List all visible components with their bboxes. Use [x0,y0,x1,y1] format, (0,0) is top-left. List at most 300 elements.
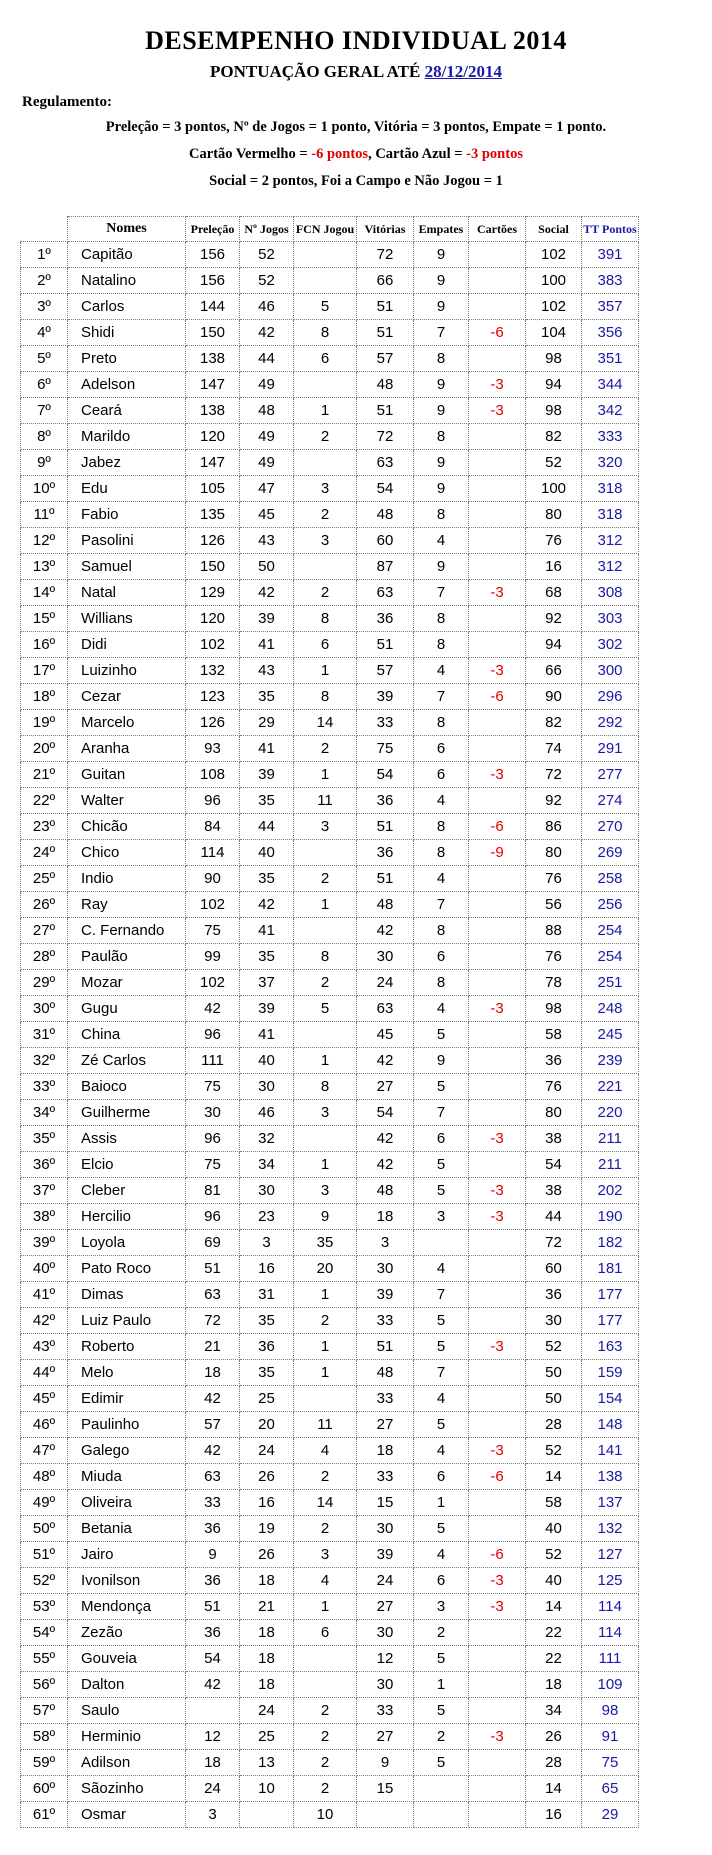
rank-cell: 59º [21,1750,68,1776]
fcn-jogou-cell: 1 [294,1282,357,1308]
social-cell: 88 [526,918,582,944]
vitorias-cell: 39 [357,1542,414,1568]
total-points-cell: 109 [582,1672,639,1698]
cartoes-cell: -3 [469,1334,526,1360]
social-cell: 80 [526,502,582,528]
total-points-cell: 163 [582,1334,639,1360]
rank-cell: 44º [21,1360,68,1386]
table-row [21,788,639,814]
social-cell: 68 [526,580,582,606]
rules-blue-card-label: , Cartão Azul = [368,146,467,162]
jogos-cell: 44 [240,814,294,840]
fcn-jogou-cell: 6 [294,632,357,658]
fcn-jogou-cell: 10 [294,1802,357,1828]
empates-cell: 7 [414,1100,469,1126]
empates-cell: 9 [414,372,469,398]
prelecao-cell: 147 [186,450,240,476]
total-points-cell: 333 [582,424,639,450]
social-cell: 28 [526,1412,582,1438]
table-row [21,1386,639,1412]
player-name-cell: Oliveira [68,1490,186,1516]
cartoes-cell [469,944,526,970]
table-row [21,814,639,840]
table-row [21,476,639,502]
player-name-cell: Roberto [68,1334,186,1360]
empates-cell: 8 [414,970,469,996]
total-points-cell: 245 [582,1022,639,1048]
player-name-cell: Edimir [68,1386,186,1412]
jogos-cell: 34 [240,1152,294,1178]
vitorias-cell: 51 [357,294,414,320]
prelecao-cell: 30 [186,1100,240,1126]
vitorias-cell: 36 [357,606,414,632]
vitorias-cell: 54 [357,476,414,502]
jogos-cell: 46 [240,294,294,320]
rank-cell: 25º [21,866,68,892]
table-row [21,1490,639,1516]
subtitle-date-link[interactable]: 28/12/2014 [424,62,503,81]
cartoes-cell [469,1412,526,1438]
rank-cell: 34º [21,1100,68,1126]
total-points-cell: 127 [582,1542,639,1568]
fcn-jogou-cell: 2 [294,1516,357,1542]
jogos-cell: 50 [240,554,294,580]
total-points-cell: 114 [582,1594,639,1620]
cartoes-cell [469,1100,526,1126]
table-row [21,242,639,268]
social-cell: 78 [526,970,582,996]
empates-cell: 9 [414,242,469,268]
cartoes-cell: -3 [469,658,526,684]
vitorias-cell: 33 [357,1698,414,1724]
cartoes-cell: -6 [469,684,526,710]
vitorias-cell: 27 [357,1724,414,1750]
total-points-cell: 251 [582,970,639,996]
fcn-jogou-cell [294,918,357,944]
vitorias-cell: 48 [357,372,414,398]
cartoes-cell [469,1308,526,1334]
jogos-cell: 49 [240,424,294,450]
rank-cell: 32º [21,1048,68,1074]
vitorias-cell: 39 [357,1282,414,1308]
prelecao-cell: 132 [186,658,240,684]
jogos-cell: 41 [240,736,294,762]
social-cell: 22 [526,1620,582,1646]
total-points-cell: 91 [582,1724,639,1750]
rank-cell: 26º [21,892,68,918]
total-points-cell: 239 [582,1048,639,1074]
player-name-cell: Cleber [68,1178,186,1204]
cartoes-cell [469,892,526,918]
social-cell: 72 [526,762,582,788]
empates-cell: 4 [414,658,469,684]
fcn-jogou-cell: 2 [294,866,357,892]
total-points-cell: 29 [582,1802,639,1828]
rank-cell: 41º [21,1282,68,1308]
vitorias-cell: 30 [357,1620,414,1646]
rank-cell: 8º [21,424,68,450]
total-points-cell: 181 [582,1256,639,1282]
player-name-cell: Betania [68,1516,186,1542]
total-points-cell: 318 [582,502,639,528]
empates-cell: 7 [414,892,469,918]
prelecao-cell: 51 [186,1256,240,1282]
prelecao-cell: 114 [186,840,240,866]
rank-cell: 60º [21,1776,68,1802]
jogos-cell: 52 [240,242,294,268]
rank-cell: 50º [21,1516,68,1542]
jogos-cell: 25 [240,1724,294,1750]
social-cell: 94 [526,632,582,658]
rank-cell: 29º [21,970,68,996]
prelecao-cell: 144 [186,294,240,320]
jogos-cell: 3 [240,1230,294,1256]
total-points-cell: 248 [582,996,639,1022]
jogos-cell: 35 [240,866,294,892]
prelecao-cell: 111 [186,1048,240,1074]
prelecao-cell: 93 [186,736,240,762]
prelecao-cell: 96 [186,1022,240,1048]
cartoes-cell [469,1776,526,1802]
total-points-cell: 182 [582,1230,639,1256]
empates-cell: 5 [414,1516,469,1542]
rank-cell: 24º [21,840,68,866]
jogos-cell: 35 [240,788,294,814]
empates-cell: 5 [414,1646,469,1672]
cartoes-cell [469,788,526,814]
player-name-cell: Pasolini [68,528,186,554]
total-points-cell: 292 [582,710,639,736]
rank-cell: 10º [21,476,68,502]
fcn-jogou-cell: 3 [294,528,357,554]
vitorias-cell: 51 [357,398,414,424]
social-cell: 98 [526,996,582,1022]
cartoes-cell [469,294,526,320]
fcn-jogou-cell: 11 [294,1412,357,1438]
jogos-cell: 18 [240,1568,294,1594]
fcn-jogou-cell: 2 [294,736,357,762]
jogos-cell: 43 [240,528,294,554]
player-name-cell: Luiz Paulo [68,1308,186,1334]
social-cell: 14 [526,1594,582,1620]
social-cell: 92 [526,606,582,632]
rules-blue-card-points: -3 pontos [466,146,523,162]
table-row [21,294,639,320]
cartoes-cell [469,1230,526,1256]
rank-cell: 33º [21,1074,68,1100]
table-row [21,372,639,398]
social-cell: 50 [526,1386,582,1412]
jogos-cell: 13 [240,1750,294,1776]
empates-cell: 7 [414,580,469,606]
empates-cell: 5 [414,1698,469,1724]
prelecao-cell: 42 [186,1672,240,1698]
table-row [21,1048,639,1074]
fcn-jogou-cell: 2 [294,424,357,450]
prelecao-cell: 126 [186,528,240,554]
prelecao-cell: 12 [186,1724,240,1750]
fcn-jogou-cell: 11 [294,788,357,814]
table-row [21,1724,639,1750]
social-cell: 72 [526,1230,582,1256]
jogos-cell: 37 [240,970,294,996]
cartoes-cell [469,1152,526,1178]
fcn-jogou-cell: 2 [294,1776,357,1802]
vitorias-cell: 42 [357,1152,414,1178]
vitorias-cell: 27 [357,1594,414,1620]
table-row [21,1204,639,1230]
empates-cell: 7 [414,1282,469,1308]
standings-table [20,216,639,1828]
social-cell: 38 [526,1178,582,1204]
total-points-cell: 308 [582,580,639,606]
player-name-cell: Didi [68,632,186,658]
empates-cell: 9 [414,1048,469,1074]
page-subtitle [0,62,712,82]
vitorias-cell: 36 [357,840,414,866]
vitorias-cell: 72 [357,424,414,450]
table-row [21,450,639,476]
fcn-jogou-cell [294,1646,357,1672]
table-row [21,1126,639,1152]
vitorias-cell: 36 [357,788,414,814]
table-row [21,658,639,684]
cartoes-cell: -3 [469,1568,526,1594]
vitorias-cell: 15 [357,1490,414,1516]
cartoes-cell [469,736,526,762]
social-cell: 76 [526,866,582,892]
player-name-cell: Hercilio [68,1204,186,1230]
fcn-jogou-cell: 1 [294,658,357,684]
player-name-cell: Samuel [68,554,186,580]
vitorias-cell: 27 [357,1074,414,1100]
social-cell: 36 [526,1282,582,1308]
table-row [21,1308,639,1334]
table-row [21,762,639,788]
jogos-cell: 48 [240,398,294,424]
player-name-cell: Ivonilson [68,1568,186,1594]
total-points-cell: 114 [582,1620,639,1646]
cartoes-cell: -3 [469,372,526,398]
total-points-cell: 211 [582,1152,639,1178]
empates-cell: 7 [414,1360,469,1386]
empates-cell: 4 [414,996,469,1022]
table-row [21,606,639,632]
jogos-cell: 36 [240,1334,294,1360]
total-points-cell: 277 [582,762,639,788]
page-title: DESEMPENHO INDIVIDUAL 2014 [145,26,567,55]
fcn-jogou-cell: 35 [294,1230,357,1256]
cartoes-cell [469,450,526,476]
rank-cell: 39º [21,1230,68,1256]
total-points-cell: 296 [582,684,639,710]
vitorias-cell: 27 [357,1412,414,1438]
cartoes-cell [469,1750,526,1776]
empates-cell [414,1802,469,1828]
cartoes-cell [469,1802,526,1828]
rank-cell: 9º [21,450,68,476]
rank-cell: 35º [21,1126,68,1152]
prelecao-cell: 138 [186,346,240,372]
cartoes-cell: -3 [469,1126,526,1152]
prelecao-cell: 81 [186,1178,240,1204]
social-cell: 16 [526,554,582,580]
vitorias-cell: 33 [357,1464,414,1490]
vitorias-cell: 33 [357,1308,414,1334]
player-name-cell: Elcio [68,1152,186,1178]
fcn-jogou-cell: 2 [294,970,357,996]
cartoes-cell: -6 [469,1542,526,1568]
social-cell: 74 [526,736,582,762]
prelecao-cell: 108 [186,762,240,788]
rank-cell: 6º [21,372,68,398]
player-name-cell: Capitão [68,242,186,268]
cartoes-cell [469,346,526,372]
prelecao-cell: 138 [186,398,240,424]
jogos-cell: 47 [240,476,294,502]
player-name-cell: Zé Carlos [68,1048,186,1074]
fcn-jogou-cell: 8 [294,684,357,710]
vitorias-cell: 33 [357,1386,414,1412]
jogos-cell: 40 [240,1048,294,1074]
social-cell: 38 [526,1126,582,1152]
table-row [21,736,639,762]
vitorias-cell: 72 [357,242,414,268]
social-cell: 14 [526,1776,582,1802]
table-row [21,1776,639,1802]
player-name-cell: Willians [68,606,186,632]
prelecao-cell: 63 [186,1464,240,1490]
jogos-cell: 49 [240,372,294,398]
cartoes-cell [469,710,526,736]
cartoes-cell: -3 [469,1178,526,1204]
vitorias-cell: 24 [357,970,414,996]
fcn-jogou-cell [294,1126,357,1152]
total-points-cell: 137 [582,1490,639,1516]
player-name-cell: Dimas [68,1282,186,1308]
table-row [21,970,639,996]
fcn-jogou-cell: 1 [294,1334,357,1360]
table-row [21,1282,639,1308]
jogos-cell: 46 [240,1100,294,1126]
player-name-cell: Loyola [68,1230,186,1256]
total-points-cell: 312 [582,554,639,580]
fcn-jogou-cell: 3 [294,1542,357,1568]
fcn-jogou-cell: 1 [294,762,357,788]
total-points-cell: 342 [582,398,639,424]
jogos-cell: 16 [240,1490,294,1516]
social-cell: 28 [526,1750,582,1776]
prelecao-cell: 9 [186,1542,240,1568]
fcn-jogou-cell: 1 [294,1048,357,1074]
empates-cell: 4 [414,1386,469,1412]
prelecao-cell: 42 [186,996,240,1022]
total-points-cell: 154 [582,1386,639,1412]
social-cell: 104 [526,320,582,346]
fcn-jogou-cell: 3 [294,1100,357,1126]
vitorias-cell: 39 [357,684,414,710]
jogos-cell: 40 [240,840,294,866]
fcn-jogou-cell: 3 [294,814,357,840]
empates-cell: 6 [414,1464,469,1490]
player-name-cell: Shidi [68,320,186,346]
vitorias-cell: 42 [357,918,414,944]
jogos-cell: 32 [240,1126,294,1152]
fcn-jogou-cell: 1 [294,1152,357,1178]
prelecao-cell: 21 [186,1334,240,1360]
total-points-cell: 138 [582,1464,639,1490]
empates-cell: 8 [414,632,469,658]
prelecao-cell: 90 [186,866,240,892]
rank-cell: 17º [21,658,68,684]
total-points-cell: 202 [582,1178,639,1204]
rank-cell: 12º [21,528,68,554]
vitorias-cell: 51 [357,1334,414,1360]
total-points-cell: 125 [582,1568,639,1594]
fcn-jogou-cell: 9 [294,1204,357,1230]
empates-cell: 4 [414,1542,469,1568]
jogos-cell: 35 [240,1360,294,1386]
cartoes-cell: -6 [469,320,526,346]
player-name-cell: Ray [68,892,186,918]
cartoes-cell [469,242,526,268]
empates-cell: 8 [414,918,469,944]
cartoes-cell [469,1360,526,1386]
total-points-cell: 98 [582,1698,639,1724]
prelecao-cell: 150 [186,554,240,580]
empates-cell: 9 [414,450,469,476]
fcn-jogou-cell [294,1386,357,1412]
social-cell: 18 [526,1672,582,1698]
empates-cell [414,1230,469,1256]
prelecao-cell: 102 [186,892,240,918]
player-name-cell: Baioco [68,1074,186,1100]
cartoes-cell [469,268,526,294]
prelecao-cell: 36 [186,1516,240,1542]
rank-cell: 21º [21,762,68,788]
cartoes-cell [469,918,526,944]
player-name-cell: Walter [68,788,186,814]
empates-cell: 8 [414,606,469,632]
rules-red-card-label: Cartão Vermelho = [189,146,312,162]
header-name: Nomes [68,217,186,242]
table-row [21,1438,639,1464]
jogos-cell: 18 [240,1646,294,1672]
prelecao-cell: 57 [186,1412,240,1438]
cartoes-cell: -3 [469,1594,526,1620]
rank-cell: 31º [21,1022,68,1048]
social-cell: 60 [526,1256,582,1282]
total-points-cell: 383 [582,268,639,294]
player-name-cell: Cezar [68,684,186,710]
cartoes-cell [469,1048,526,1074]
jogos-cell: 39 [240,762,294,788]
fcn-jogou-cell: 1 [294,398,357,424]
vitorias-cell: 63 [357,996,414,1022]
prelecao-cell: 63 [186,1282,240,1308]
table-row [21,1256,639,1282]
vitorias-cell: 57 [357,346,414,372]
vitorias-cell: 18 [357,1204,414,1230]
cartoes-cell [469,970,526,996]
jogos-cell: 10 [240,1776,294,1802]
rank-cell: 4º [21,320,68,346]
player-name-cell: China [68,1022,186,1048]
prelecao-cell: 105 [186,476,240,502]
jogos-cell: 18 [240,1620,294,1646]
player-name-cell: Ceará [68,398,186,424]
table-row [21,684,639,710]
